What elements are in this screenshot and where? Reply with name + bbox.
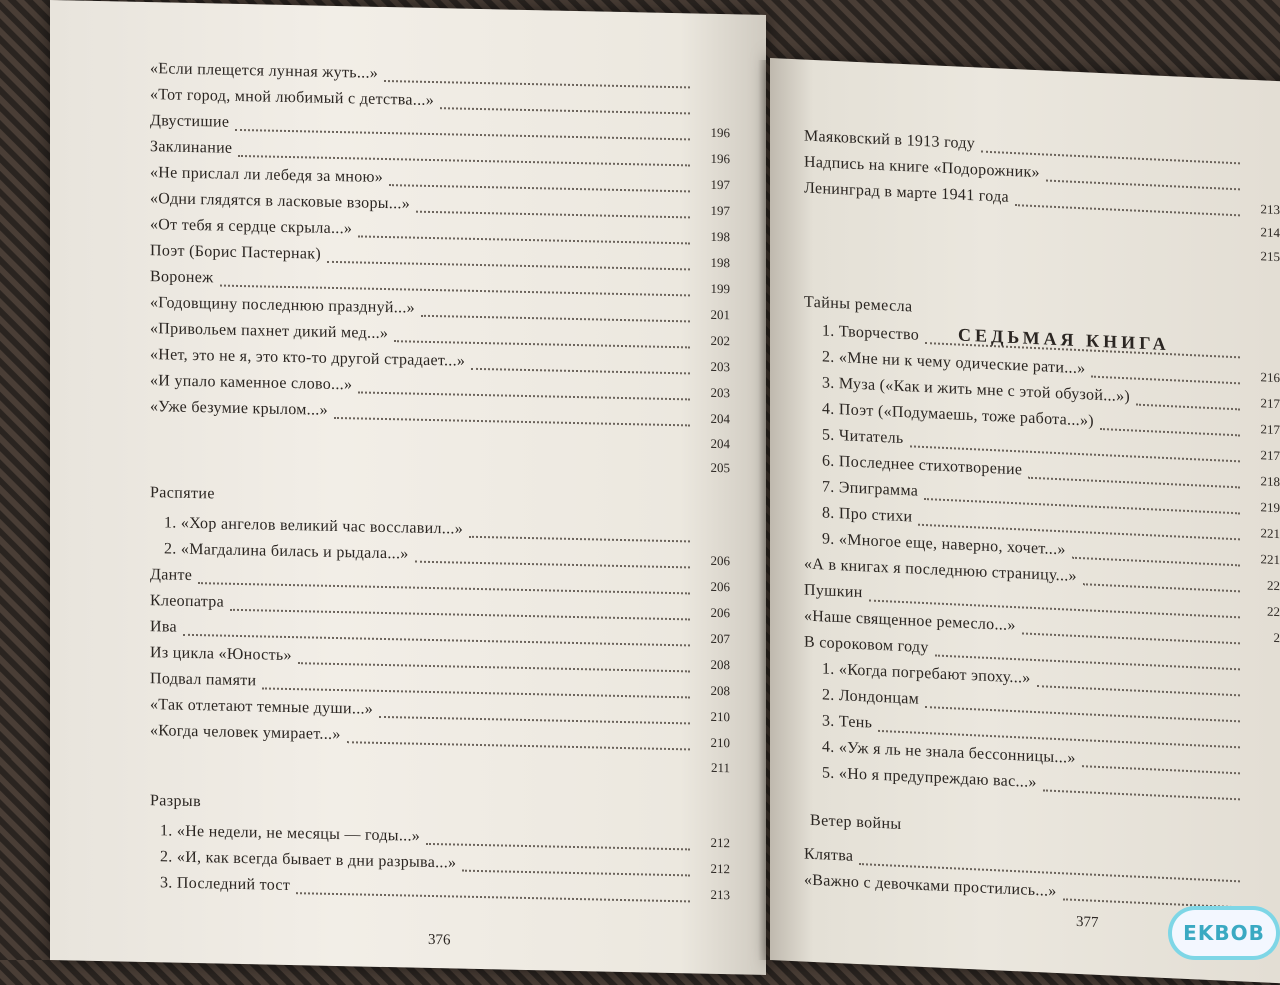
entry-title: Маяковский в 1913 году (804, 127, 976, 153)
entry-page: 198 (710, 254, 730, 271)
leader-dots (220, 285, 691, 297)
entry-page: 221 (1260, 551, 1280, 568)
entry-title: Данте (150, 566, 193, 584)
entry-title: 3. Муза («Как и жить мне с этой обузой...») (822, 374, 1131, 406)
entry-page: 213 (710, 886, 730, 903)
entry-page: 218 (1260, 473, 1280, 490)
entry-page: 197 (710, 202, 730, 219)
entry-title: Ленинград в марте 1941 года (804, 179, 1009, 206)
leader-dots (235, 129, 690, 141)
leader-dots (238, 155, 690, 166)
entry-title: Поэт (Борис Пастернак) (150, 242, 322, 263)
leader-dots (198, 582, 690, 594)
leader-dots (384, 80, 690, 88)
entry-page: 206 (710, 604, 730, 621)
section-title: Разрыв (150, 792, 202, 811)
entry-title: 3. Тень (822, 712, 873, 732)
leader-dots (262, 687, 690, 698)
entry-page: 206 (710, 578, 730, 595)
entry-page (1246, 797, 1280, 799)
entry-title: 4. «Уж я ль не знала бессонницы...» (822, 738, 1076, 767)
section-title: Тайны ремесла (804, 293, 913, 316)
entry-page: 217 (1260, 421, 1280, 438)
entry-page: 196 (710, 124, 730, 141)
entry-title: «Если плещется лунная жуть...» (150, 60, 379, 82)
entry-title: 3. Последний тост (160, 874, 291, 895)
leader-dots (1091, 376, 1240, 385)
entry-page: 203 (710, 384, 730, 401)
entry-title: 1. «Когда погребают эпоху...» (822, 660, 1031, 687)
entry-page: 221 (1260, 525, 1280, 542)
entry-page (696, 85, 730, 86)
entry-page: 213 (1260, 201, 1280, 218)
entry-page: 197 (710, 176, 730, 193)
entry-title: 2. Лондонцам (822, 686, 920, 708)
entry-title: Воронеж (150, 268, 214, 287)
entry-page: 202 (710, 332, 730, 349)
page-number-right: 377 (1076, 913, 1099, 931)
entry-page (696, 111, 730, 112)
entry-page: 196 (710, 150, 730, 167)
right-page (770, 58, 1280, 985)
entry-page: 206 (710, 552, 730, 569)
left-page (50, 0, 766, 975)
entry-title: «Когда человек умирает...» (150, 722, 341, 744)
section-heading (150, 792, 730, 828)
entry-page: 216 (1260, 369, 1280, 386)
entry-title: Из цикла «Юность» (150, 644, 292, 665)
entry-title: Двустишие (150, 112, 230, 131)
entry-page: 210 (710, 708, 730, 725)
entry-title: Пушкин (804, 581, 863, 602)
entry-page (1246, 693, 1280, 695)
entry-page: 214 (1260, 224, 1280, 241)
leader-dots (230, 609, 690, 621)
entry-page: 2 (1273, 629, 1280, 646)
entry-page (1246, 905, 1280, 907)
leader-dots (183, 634, 690, 647)
entry-page: 201 (710, 306, 730, 323)
watermark-logo: EKBOB (1172, 910, 1276, 956)
entry-title: 2. «Магдалина билась и рыдала...» (164, 540, 409, 563)
entry-page: 217 (1260, 447, 1280, 464)
entry-page: 217 (1260, 395, 1280, 412)
entry-title: «Не прислал ли лебедя за мною» (150, 164, 384, 186)
entry-title: 2. «И, как всегда бывает в дни разрыва...» (160, 848, 457, 872)
entry-page (696, 539, 730, 540)
entry-page: 204 (710, 410, 730, 427)
entry-page: 219 (1260, 499, 1280, 516)
section-title: Ветер войны (810, 811, 902, 833)
entry-page (1246, 745, 1280, 747)
leader-dots (426, 843, 690, 851)
leader-dots (358, 391, 690, 400)
leader-dots (394, 340, 690, 348)
entry-title: 1. Творчество (822, 322, 920, 344)
left-toc (150, 2, 730, 903)
entry-page: 208 (710, 656, 730, 673)
entry-title: Заклинание (150, 138, 233, 157)
entry-page: 208 (710, 682, 730, 699)
entry-page: 198 (710, 228, 730, 245)
entry-title: Клеопатра (150, 592, 224, 611)
leader-dots (981, 151, 1240, 165)
leader-dots (1063, 898, 1240, 908)
entry-title: 5. «Но я предупреждаю вас...» (822, 764, 1037, 792)
entry-title: «Нет, это не я, это кто-то другой страдает...» (150, 346, 466, 370)
entry-title: 1. «Хор ангелов великий час восславил...» (164, 514, 463, 538)
book-section-title: СЕДЬМАЯ КНИГА (958, 324, 1170, 355)
entry-title: Ива (150, 618, 177, 636)
entry-title: 8. Про стихи (822, 504, 913, 526)
entry-page (1246, 161, 1280, 163)
leader-dots (1046, 180, 1240, 191)
entry-title: «И упало каменное слово...» (150, 372, 353, 394)
leader-dots (471, 368, 690, 375)
entry-page: 203 (710, 358, 730, 375)
entry-page: 22 (1267, 577, 1280, 594)
entry-page (1246, 879, 1280, 881)
entry-title: 2. «Мне ни к чему одические рати...» (822, 348, 1086, 378)
leader-dots (416, 211, 690, 219)
entry-title: «Одни глядятся в ласковые взоры...» (150, 190, 410, 213)
entry-title: 7. Эпиграмма (822, 478, 919, 500)
leader-dots (379, 716, 690, 725)
entry-page: 22 (1267, 603, 1280, 620)
leader-dots (1082, 765, 1240, 774)
entry-page: 211 (710, 759, 730, 776)
entry-title: «Уже безумие крылом...» (150, 398, 328, 419)
entry-page (1246, 355, 1280, 357)
entry-title: «Привольем пахнет дикий мед...» (150, 320, 389, 343)
leader-dots (421, 315, 690, 323)
entry-title: «Наше священное ремесло...» (804, 607, 1016, 635)
leader-dots (1100, 428, 1240, 436)
entry-page: 215 (1260, 248, 1280, 265)
entry-title: 6. Последнее стихотворение (822, 452, 1023, 479)
leader-dots (296, 892, 690, 902)
entry-title: Надпись на книге «Подорожник» (804, 153, 1040, 182)
leader-dots (327, 261, 690, 271)
leader-dots (1136, 404, 1240, 411)
leader-dots (1072, 557, 1240, 567)
leader-dots (389, 184, 690, 192)
entry-page: 205 (710, 459, 730, 476)
entry-page: 207 (710, 630, 730, 647)
entry-title: 5. Читатель (822, 426, 904, 448)
entry-title: «От тебя я сердце скрыла...» (150, 216, 353, 238)
leader-dots (1083, 583, 1240, 592)
section-title: Распятие (150, 484, 215, 503)
entry-page: 210 (710, 734, 730, 751)
entry-page (1246, 719, 1280, 721)
leader-dots (334, 417, 690, 426)
leader-dots (415, 561, 690, 569)
entry-title: «А в книгах я последнюю страницу...» (804, 555, 1077, 585)
entry-page (1246, 187, 1280, 189)
leader-dots (1022, 632, 1240, 644)
entry-title: В сороковом году (804, 633, 929, 657)
entry-page (1246, 667, 1280, 669)
entry-title: 4. Поэт («Подумаешь, тоже работа...») (822, 400, 1094, 430)
entry-page (1246, 771, 1280, 773)
leader-dots (1043, 789, 1240, 800)
section-heading (150, 484, 730, 520)
entry-page: 199 (710, 280, 730, 297)
entry-title: «Тот город, мной любимый с детства...» (150, 86, 434, 110)
entry-page: 212 (710, 834, 730, 851)
page-number-left: 376 (428, 931, 451, 949)
leader-dots (358, 235, 690, 244)
entry-title: «Важно с девочками простились...» (804, 871, 1057, 901)
leader-dots (298, 662, 690, 672)
entry-title: 1. «Не недели, не месяцы — годы...» (160, 822, 421, 845)
leader-dots (347, 741, 690, 750)
leader-dots (1037, 685, 1240, 696)
entry-title: «Так отлетают темные души...» (150, 696, 374, 718)
entry-title: «Годовщину последнюю празднуй...» (150, 294, 415, 317)
leader-dots (1028, 477, 1240, 489)
entry-title: 9. «Многое еще, наверно, хочет...» (822, 530, 1066, 559)
leader-dots (462, 870, 690, 877)
entry-page: 212 (710, 860, 730, 877)
leader-dots (440, 107, 690, 114)
entry-page: 204 (710, 435, 730, 452)
entry-title: Подвал памяти (150, 670, 257, 690)
entry-title: Клятва (804, 845, 854, 865)
leader-dots (469, 536, 690, 543)
